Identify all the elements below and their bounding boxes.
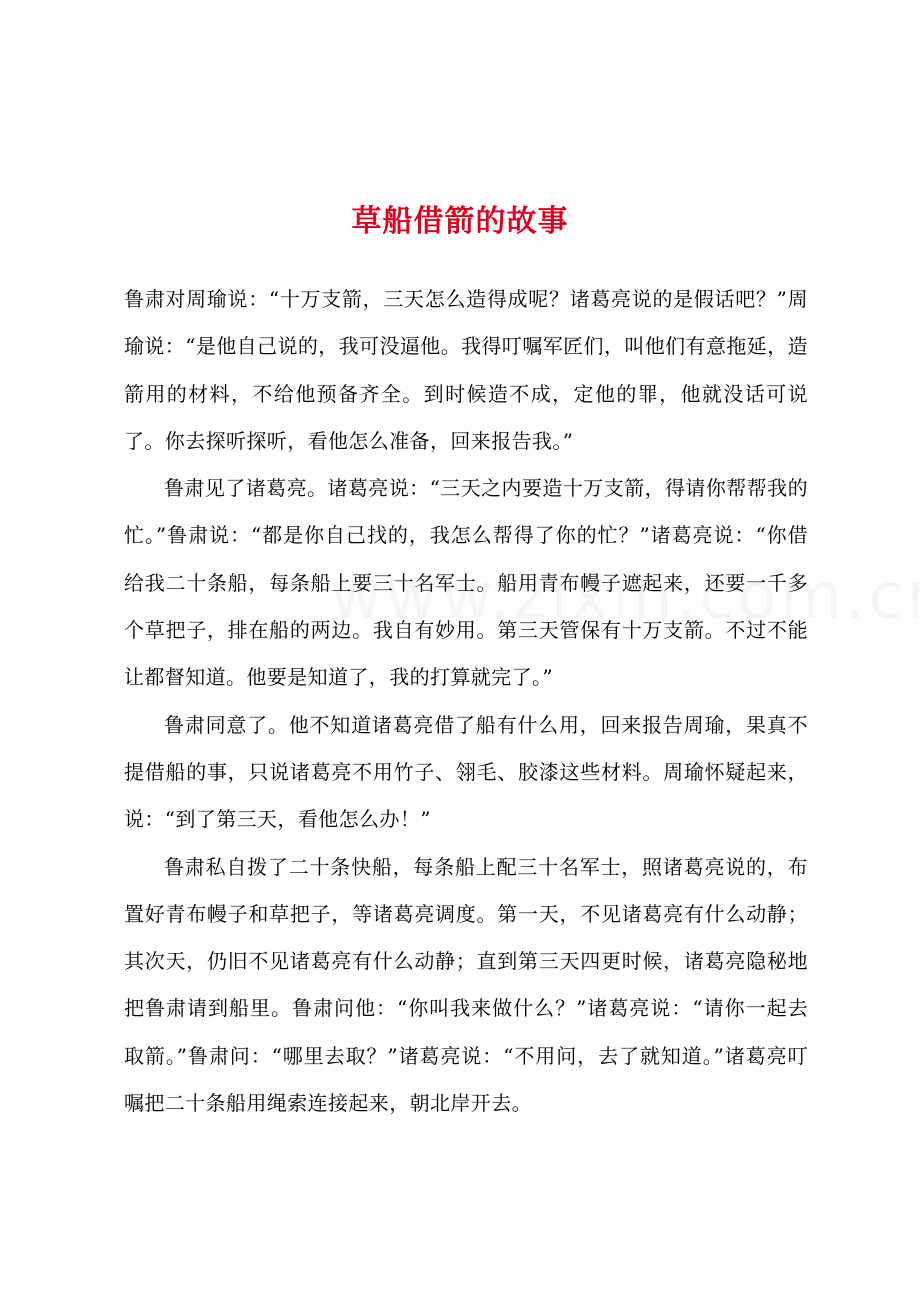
- document-title: 草船借箭的故事: [351, 204, 569, 239]
- document-body: [124, 276, 808, 1127]
- paragraph-4: 鲁肃私自拨了二十条快船，每条船上配三十名军士，照诸葛亮说的，布置好青布幔子和草把子，等诸葛亮调度。第一天，不见诸葛亮有什么动静；其次天，仍旧不见诸葛亮有什么动静；直到第三天四更时候，诸葛亮隐秘地把鲁肃请到船里。鲁肃问他：“你叫我来做什么？”诸葛亮说：“请你一起去取箭。”鲁肃问：“哪里去取？”诸葛亮说：“不用问，去了就知道。”诸葛亮叮嘱把二十条船用绳索连接起来，朝北岸开去。: [124, 854, 808, 1116]
- paragraph-3: 鲁肃同意了。他不知道诸葛亮借了船有什么用，回来报告周瑜，果真不提借船的事，只说诸葛亮不用竹子、翎毛、胶漆这些材料。周瑜怀疑起来，说：“到了第三天，看他怎么办！”: [124, 712, 808, 832]
- paragraph-1: 鲁肃对周瑜说：“十万支箭，三天怎么造得成呢？诸葛亮说的是假话吧？”周瑜说：“是他自己说的，我可没逼他。我得叮嘱军匠们，叫他们有意拖延，造箭用的材料，不给他预备齐全。到时候造不成，定他的罪，他就没话可说了。你去探听探听，看他怎么准备，回来报告我。”: [124, 287, 808, 453]
- paragraph-2: 鲁肃见了诸葛亮。诸葛亮说：“三天之内要造十万支箭，得请你帮帮我的忙。”鲁肃说：“都是你自己找的，我怎么帮得了你的忙？”诸葛亮说：“你借给我二十条船，每条船上要三十名军士。船用青布幔子遮起来，还要一千多个草把子，排在船的两边。我自有妙用。第三天管保有十万支箭。不过不能让都督知道。他要是知道了，我的打算就完了。”: [124, 476, 808, 690]
